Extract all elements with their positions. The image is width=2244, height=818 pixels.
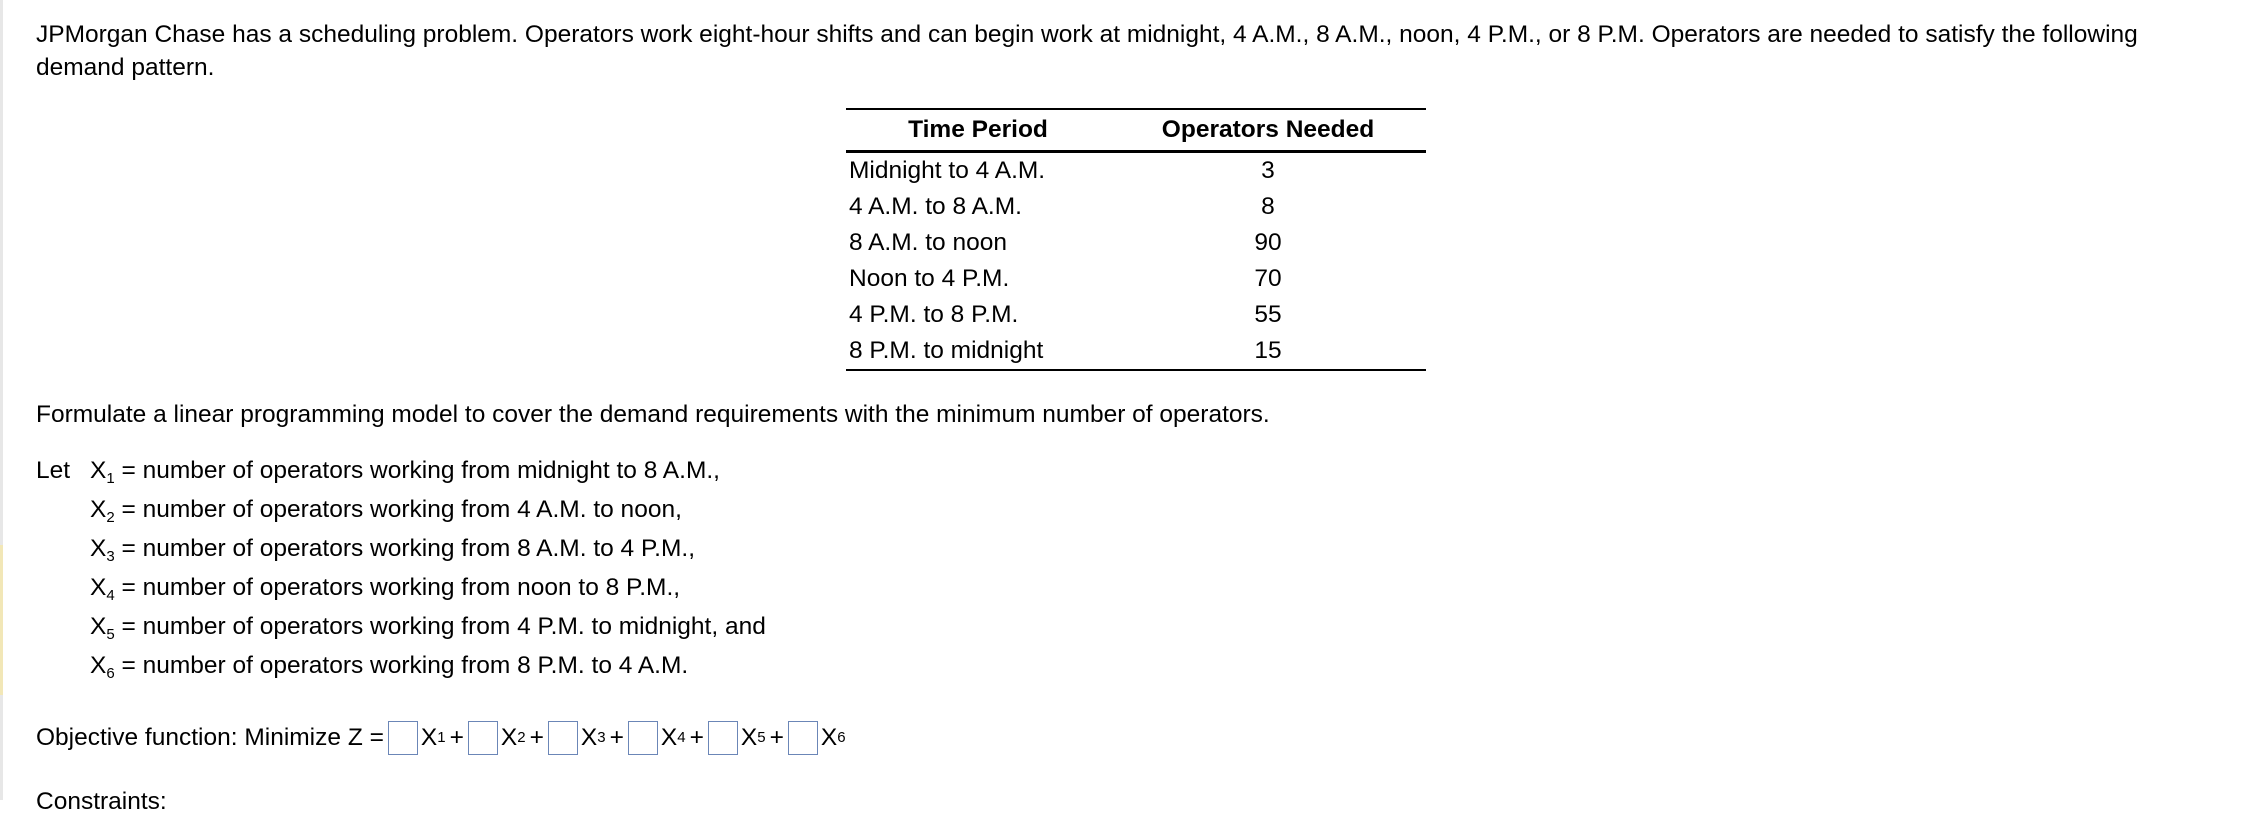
coefficient-input-x6[interactable] bbox=[788, 721, 818, 755]
left-border-highlight bbox=[0, 545, 3, 695]
coefficient-input-x2[interactable] bbox=[468, 721, 498, 755]
coefficient-input-x5[interactable] bbox=[708, 721, 738, 755]
table-row bbox=[846, 261, 1426, 297]
objective-label: Objective function: Minimize Z = bbox=[36, 724, 384, 751]
table-row bbox=[846, 297, 1426, 333]
let-label: Let bbox=[36, 457, 71, 484]
objective-term-x2: X 2 + bbox=[464, 721, 544, 755]
definition-x4: $X_4$ = number of operators working from noon to 8 P.M., bbox=[90, 574, 681, 604]
objective-term-x6: X 6 bbox=[784, 721, 846, 755]
table-row bbox=[846, 189, 1426, 225]
definition-x3: $X_3$ = number of operators working from 8 A.M. to 4 P.M., bbox=[90, 535, 696, 565]
time-period-cell: Noon to 4 P.M. bbox=[849, 265, 1010, 292]
objective-term-x3: X 3 + bbox=[544, 721, 624, 755]
objective-term-x1: X 1 + bbox=[384, 721, 464, 755]
table-row bbox=[846, 152, 1426, 190]
coefficient-input-x3[interactable] bbox=[548, 721, 578, 755]
time-period-cell: 4 P.M. to 8 P.M. bbox=[849, 301, 1019, 328]
definition-x6: $X_6$ = number of operators working from 8 P.M. to 4 A.M. bbox=[90, 652, 689, 682]
time-period-cell: Midnight to 4 A.M. bbox=[849, 157, 1046, 184]
time-period-cell: 8 P.M. to midnight bbox=[846, 333, 1110, 370]
header-time-period: Time Period bbox=[846, 109, 1110, 152]
constraints-label: Constraints: bbox=[36, 788, 167, 815]
coefficient-input-x4[interactable] bbox=[628, 721, 658, 755]
left-border bbox=[0, 0, 3, 800]
time-period-cell: 8 A.M. to noon bbox=[849, 229, 1007, 256]
demand-table-header-row bbox=[846, 109, 1426, 152]
operators-needed-cell: 3 bbox=[1261, 157, 1275, 184]
operators-needed-cell: 90 bbox=[1254, 229, 1282, 256]
definition-x1: $X_1$ = number of operators working from midnight to 8 A.M., bbox=[90, 457, 720, 487]
header-operators-needed: Operators Needed bbox=[1110, 109, 1426, 152]
objective-term-x5: X 5 + bbox=[704, 721, 784, 755]
operators-needed-cell: 55 bbox=[1254, 301, 1282, 328]
operators-needed-cell: 8 bbox=[1261, 193, 1275, 220]
problem-statement: JPMorgan Chase has a scheduling problem. Operators work eight-hour shifts and can begin work at midnight, 4 A.M., 8 A.M., noon, 4 P.M., or 8 P.M. Operators are needed to satisfy the following demand pattern. bbox=[36, 21, 2138, 81]
operators-needed-cell: 70 bbox=[1254, 265, 1282, 292]
demand-table bbox=[846, 108, 1426, 371]
table-row bbox=[846, 333, 1426, 370]
time-period-cell: 4 A.M. to 8 A.M. bbox=[849, 193, 1022, 220]
operators-needed-cell: 15 bbox=[1110, 333, 1426, 370]
objective-term-x4: X 4 + bbox=[624, 721, 704, 755]
definition-x5: $X_5$ = number of operators working from 4 P.M. to midnight, and bbox=[90, 613, 766, 643]
formulation-prompt: Formulate a linear programming model to cover the demand requirements with the minimum number of operators. bbox=[36, 401, 1270, 428]
objective-function bbox=[36, 720, 846, 756]
definition-x2: $X_2$ = number of operators working from 4 A.M. to noon, bbox=[90, 496, 682, 526]
coefficient-input-x1[interactable] bbox=[388, 721, 418, 755]
table-row bbox=[846, 225, 1426, 261]
